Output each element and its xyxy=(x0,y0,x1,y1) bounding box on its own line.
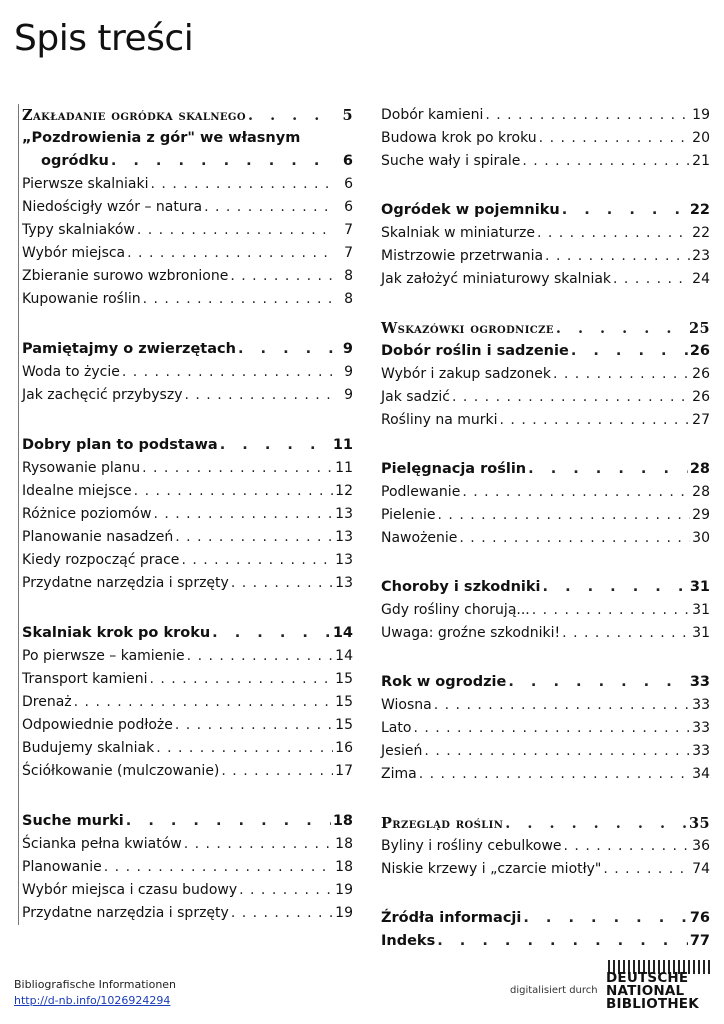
toc-leader-dots xyxy=(173,714,333,737)
toc-heading xyxy=(19,434,353,457)
toc-entry xyxy=(19,760,353,783)
toc-leader-dots xyxy=(537,127,690,150)
toc-entry-page: 33 xyxy=(692,697,710,713)
toc-entry-label: Byliny i rośliny cebulkowe xyxy=(381,838,562,854)
toc-entry xyxy=(378,363,710,386)
toc-entry-page: 36 xyxy=(692,838,710,854)
toc-entry-page: 17 xyxy=(335,763,353,779)
toc-entry xyxy=(378,527,710,550)
toc-leader-dots xyxy=(236,338,333,361)
toc-entry xyxy=(378,150,710,173)
toc-leader-dots xyxy=(411,717,690,740)
toc-entry-label: Transport kamieni xyxy=(22,671,148,687)
toc-entry-label: Wskazówki ogrodnicze xyxy=(381,320,554,337)
toc-leader-dots xyxy=(141,288,333,311)
toc-entry-page: 29 xyxy=(692,507,710,523)
toc-entry xyxy=(19,361,353,384)
toc-entry-label: Typy skalniaków xyxy=(22,222,135,238)
toc-entry xyxy=(378,622,710,645)
toc-entry xyxy=(378,222,710,245)
toc-section xyxy=(378,576,710,645)
toc-section xyxy=(19,810,353,925)
toc-entry-page: 13 xyxy=(335,529,353,545)
toc-entry xyxy=(19,856,353,879)
toc-leader-dots xyxy=(102,856,333,879)
toc-section xyxy=(19,104,353,311)
dnb-logo-line3: BIBLIOTHEK xyxy=(606,996,699,1012)
toc-leader-dots xyxy=(436,504,690,527)
toc-leader-dots xyxy=(182,833,333,856)
toc-entry xyxy=(19,173,353,196)
toc-section xyxy=(378,199,710,291)
toc-entry-label: Wybór miejsca xyxy=(22,245,126,261)
toc-section xyxy=(19,338,353,407)
toc-entry-label: Jak sadzić xyxy=(381,389,450,405)
toc-entry xyxy=(19,196,353,219)
toc-entry xyxy=(378,740,710,763)
toc-entry-label: Kupowanie roślin xyxy=(22,291,141,307)
toc-entry-page: 26 xyxy=(692,366,710,382)
toc-leader-dots xyxy=(148,668,334,691)
toc-entry-label: Zbieranie surowo wzbronione xyxy=(22,268,229,284)
toc-entry-label: Ściółkowanie (mulczowanie) xyxy=(22,763,220,779)
toc-leader-dots xyxy=(520,150,690,173)
toc-entry-label: Skalniak w miniaturze xyxy=(381,225,535,241)
toc-leader-dots xyxy=(202,196,333,219)
toc-leader-dots xyxy=(569,340,688,363)
toc-entry-page: 11 xyxy=(335,460,353,476)
toc-entry xyxy=(19,242,353,265)
toc-entry-label: Podlewanie xyxy=(381,484,461,500)
toc-leader-dots xyxy=(124,810,331,833)
toc-entry-label: Suche wały i spirale xyxy=(381,153,521,169)
toc-section xyxy=(19,622,353,783)
toc-entry-label: Dobry plan to podstawa xyxy=(22,437,218,453)
toc-entry-label: Rośliny na murki xyxy=(381,412,498,428)
toc-heading xyxy=(378,671,710,694)
toc-entry-page: 7 xyxy=(344,222,353,238)
toc-entry xyxy=(19,219,353,242)
toc-leader-dots xyxy=(432,694,690,717)
toc-entry-page: 12 xyxy=(335,483,353,499)
toc-entry-label: Niskie krzewy i „czarcie miotły" xyxy=(381,861,602,877)
toc-entry-page: 14 xyxy=(332,625,353,641)
toc-heading xyxy=(19,338,353,361)
toc-entry-page: 18 xyxy=(332,813,353,829)
page-title: Spis treści xyxy=(14,18,194,59)
toc-entry xyxy=(19,288,353,311)
toc-entry-page: 25 xyxy=(689,320,710,337)
toc-heading xyxy=(378,930,710,953)
toc-section xyxy=(378,907,710,953)
dnb-logo-block xyxy=(510,960,714,1010)
toc-entry-label: Budujemy skalniak xyxy=(22,740,155,756)
toc-entry-page: 26 xyxy=(689,343,710,359)
toc-entry-label: Zakładanie ogródka skalnego xyxy=(22,107,246,124)
toc-entry-label: Nawożenie xyxy=(381,530,458,546)
toc-heading xyxy=(378,317,710,340)
toc-entry-label: Zima xyxy=(381,766,417,782)
toc-entry-page: 26 xyxy=(692,389,710,405)
toc-entry-label: Budowa krok po kroku xyxy=(381,130,537,146)
toc-leader-dots xyxy=(218,434,331,457)
toc-entry-page: 27 xyxy=(692,412,710,428)
toc-leader-dots xyxy=(435,930,688,953)
toc-entry-label: Idealne miejsce xyxy=(22,483,132,499)
toc-entry-label: Rok w ogrodzie xyxy=(381,674,507,690)
toc-entry-label: Rysowanie planu xyxy=(22,460,141,476)
toc-entry xyxy=(19,645,353,668)
toc-entry xyxy=(19,902,353,925)
toc-leader-dots xyxy=(120,361,333,384)
toc-entry xyxy=(19,691,353,714)
toc-leader-dots xyxy=(541,576,688,599)
toc-entry-page: 18 xyxy=(335,859,353,875)
toc-entry-label: Źródła informacji xyxy=(381,910,522,926)
toc-entry xyxy=(19,526,353,549)
toc-leader-dots xyxy=(183,384,334,407)
toc-entry-page: 6 xyxy=(344,199,353,215)
toc-section xyxy=(378,317,710,432)
toc-leader-dots xyxy=(185,645,333,668)
toc-leader-dots xyxy=(72,691,333,714)
toc-leader-dots xyxy=(173,526,333,549)
toc-heading xyxy=(378,340,710,363)
toc-leader-dots xyxy=(422,740,690,763)
toc-entry xyxy=(378,763,710,786)
toc-entry-label: Wybór miejsca i czasu budowy xyxy=(22,882,238,898)
digitized-by-label: digitalisiert durch xyxy=(510,985,598,996)
toc-entry-page: 22 xyxy=(689,202,710,218)
toc-leader-dots xyxy=(450,386,690,409)
toc-entry-page: 11 xyxy=(332,437,353,453)
toc-entry-page: 9 xyxy=(344,387,353,403)
toc-entry-page: 14 xyxy=(335,648,353,664)
toc-heading xyxy=(378,812,710,835)
toc-entry-label: Pamiętajmy o zwierzętach xyxy=(22,341,236,357)
toc-heading xyxy=(19,104,353,127)
toc-leader-dots xyxy=(551,363,690,386)
toc-leader-dots xyxy=(506,671,687,694)
toc-entry xyxy=(378,694,710,717)
toc-entry xyxy=(378,599,710,622)
dnb-logo-line2: NATIONAL xyxy=(606,983,685,999)
toc-entry-page: 35 xyxy=(689,815,710,832)
toc-entry-page: 8 xyxy=(344,268,353,284)
toc-leader-dots xyxy=(109,150,333,173)
toc-entry-label: Planowanie xyxy=(22,859,102,875)
toc-section xyxy=(378,458,710,550)
toc-entry-page: 23 xyxy=(692,248,710,264)
toc-entry xyxy=(378,127,710,150)
toc-entry-page: 28 xyxy=(689,461,710,477)
toc-entry xyxy=(19,879,353,902)
toc-leader-dots xyxy=(246,104,333,127)
toc-entry-label: Dobór roślin i sadzenie xyxy=(381,343,569,359)
toc-entry-label: „Pozdrowienia z gór" we własnym xyxy=(22,130,301,146)
toc-leader-dots xyxy=(498,409,690,432)
toc-entry-label: Kiedy rozpocząć prace xyxy=(22,552,180,568)
toc-entry-label: Woda to życie xyxy=(22,364,120,380)
toc-entry-page: 8 xyxy=(344,291,353,307)
toc-entry-label: Lato xyxy=(381,720,412,736)
toc-entry xyxy=(378,835,710,858)
toc-entry-label: Wybór i zakup sadzonek xyxy=(381,366,551,382)
toc-leader-dots xyxy=(460,481,690,504)
toc-leader-dots xyxy=(140,457,333,480)
toc-entry-label: Suche murki xyxy=(22,813,124,829)
toc-entry-page: 30 xyxy=(692,530,710,546)
toc-leader-dots xyxy=(601,858,690,881)
toc-entry-page: 15 xyxy=(335,694,353,710)
toc-leader-dots xyxy=(237,879,333,902)
toc-entry-page: 19 xyxy=(335,882,353,898)
toc-leader-dots xyxy=(229,572,333,595)
toc-leader-dots xyxy=(535,222,690,245)
toc-entry-page: 31 xyxy=(692,602,710,618)
toc-entry xyxy=(19,572,353,595)
toc-heading xyxy=(19,622,353,645)
toc-entry-page: 20 xyxy=(692,130,710,146)
toc-leader-dots xyxy=(132,480,333,503)
toc-entry-label: Niedościgły wzór – natura xyxy=(22,199,203,215)
toc-leader-dots xyxy=(483,104,690,127)
toc-entry-label: Jak założyć miniaturowy skalniak xyxy=(381,271,612,287)
toc-heading xyxy=(378,458,710,481)
toc-entry xyxy=(19,503,353,526)
toc-entry-page: 9 xyxy=(344,364,353,380)
toc-entry-label: Skalniak krok po kroku xyxy=(22,625,211,641)
toc-entry xyxy=(19,668,353,691)
toc-entry xyxy=(378,504,710,527)
toc-entry-label: Różnice poziomów xyxy=(22,506,152,522)
toc-entry-page: 77 xyxy=(689,933,710,949)
toc-entry xyxy=(19,265,353,288)
toc-entry-label: Choroby i szkodniki xyxy=(381,579,541,595)
toc-entry-page: 16 xyxy=(335,740,353,756)
toc-entry-page: 19 xyxy=(692,107,710,123)
toc-leader-dots xyxy=(457,527,690,550)
toc-leader-dots xyxy=(125,242,333,265)
toc-entry xyxy=(378,409,710,432)
toc-leader-dots xyxy=(562,835,690,858)
toc-entry-label: Pielenie xyxy=(381,507,436,523)
toc-entry-label: Po pierwsze – kamienie xyxy=(22,648,185,664)
bibliographic-info xyxy=(14,977,176,1009)
toc-entry-label: Indeks xyxy=(381,933,436,949)
toc-entry-label: Pierwsze skalniaki xyxy=(22,176,149,192)
toc-leader-dots xyxy=(526,458,688,481)
toc-entry xyxy=(378,858,710,881)
toc-entry-label: Ogródek w pojemniku xyxy=(381,202,560,218)
toc-entry-label: Planowanie nasadzeń xyxy=(22,529,174,545)
toc-entry-label: Wiosna xyxy=(381,697,432,713)
toc-entry-page: 31 xyxy=(692,625,710,641)
toc-entry-page: 13 xyxy=(335,575,353,591)
toc-entry-page: 6 xyxy=(342,153,353,169)
toc-leader-dots xyxy=(560,622,690,645)
toc-entry xyxy=(19,714,353,737)
toc-entry xyxy=(19,457,353,480)
toc-entry xyxy=(378,481,710,504)
toc-entry-label: Odpowiednie podłoże xyxy=(22,717,173,733)
toc-entry-page: 33 xyxy=(692,720,710,736)
toc-heading xyxy=(19,150,353,173)
toc-entry xyxy=(378,717,710,740)
toc-entry-label: Mistrzowie przetrwania xyxy=(381,248,544,264)
toc-entry-page: 9 xyxy=(342,341,353,357)
toc-leader-dots xyxy=(560,199,688,222)
toc-entry-page: 28 xyxy=(692,484,710,500)
toc-leader-dots xyxy=(503,812,687,835)
toc-entry-page: 13 xyxy=(335,506,353,522)
toc-entry-page: 24 xyxy=(692,271,710,287)
toc-entry-label: Jesień xyxy=(381,743,423,759)
toc-heading xyxy=(19,127,353,150)
toc-entry xyxy=(378,104,710,127)
toc-entry-label: Przydatne narzędzia i sprzęty xyxy=(22,575,229,591)
toc-entry-page: 15 xyxy=(335,671,353,687)
toc-entry-label: Pielęgnacja roślin xyxy=(381,461,527,477)
toc-leader-dots xyxy=(219,760,333,783)
toc-entry xyxy=(378,245,710,268)
toc-entry xyxy=(19,737,353,760)
toc-entry-label: Drenaż xyxy=(22,694,72,710)
toc-entry-label: Dobór kamieni xyxy=(381,107,484,123)
toc-leader-dots xyxy=(154,737,333,760)
toc-entry-page: 33 xyxy=(692,743,710,759)
toc-section xyxy=(378,671,710,786)
toc-heading xyxy=(19,810,353,833)
toc-left-column xyxy=(18,104,353,925)
toc-leader-dots xyxy=(543,245,690,268)
toc-entry-label: Przydatne narzędzia i sprzęty xyxy=(22,905,229,921)
toc-leader-dots xyxy=(149,173,333,196)
toc-leader-dots xyxy=(151,503,333,526)
toc-leader-dots xyxy=(179,549,333,572)
dnb-logo xyxy=(606,972,699,1011)
toc-leader-dots xyxy=(611,268,690,291)
toc-leader-dots xyxy=(530,599,690,622)
toc-entry-label: Uwaga: groźne szkodniki! xyxy=(381,625,561,641)
toc-entry-page: 74 xyxy=(692,861,710,877)
toc-entry xyxy=(19,833,353,856)
toc-right-column xyxy=(378,104,710,953)
bib-label: Bibliografische Informationen xyxy=(14,978,177,991)
toc-entry xyxy=(19,549,353,572)
toc-leader-dots xyxy=(229,902,333,925)
toc-entry-label: Przegląd roślin xyxy=(381,815,504,832)
toc-entry xyxy=(19,480,353,503)
toc-entry-page: 21 xyxy=(692,153,710,169)
toc-entry-page: 7 xyxy=(344,245,353,261)
toc-entry-page: 31 xyxy=(689,579,710,595)
toc-leader-dots xyxy=(417,763,690,786)
toc-entry-page: 15 xyxy=(335,717,353,733)
toc-heading xyxy=(378,199,710,222)
toc-entry-page: 76 xyxy=(689,910,710,926)
toc-entry xyxy=(19,384,353,407)
toc-leader-dots xyxy=(521,907,687,930)
toc-leader-dots xyxy=(210,622,331,645)
toc-entry-page: 34 xyxy=(692,766,710,782)
toc-entry-page: 22 xyxy=(692,225,710,241)
toc-entry-page: 5 xyxy=(342,107,353,124)
toc-leader-dots xyxy=(554,317,687,340)
toc-entry-page: 6 xyxy=(344,176,353,192)
toc-entry xyxy=(378,386,710,409)
toc-entry-page: 18 xyxy=(335,836,353,852)
toc-entry-label: ogródku xyxy=(41,153,109,169)
toc-entry-label: Ścianka pełna kwiatów xyxy=(22,836,182,852)
toc-section xyxy=(378,812,710,881)
toc-entry-label: Gdy rośliny chorują... xyxy=(381,602,530,618)
toc-heading xyxy=(378,576,710,599)
dnb-logo-line1: DEUTSCHE xyxy=(606,970,689,986)
bib-link[interactable]: http://d-nb.info/1026924294 xyxy=(14,994,171,1007)
toc-entry-page: 33 xyxy=(689,674,710,690)
toc-section xyxy=(19,434,353,595)
toc-section xyxy=(378,104,710,173)
toc-leader-dots xyxy=(228,265,333,288)
toc-entry xyxy=(378,268,710,291)
toc-heading xyxy=(378,907,710,930)
toc-leader-dots xyxy=(135,219,333,242)
toc-entry-label: Jak zachęcić przybyszy xyxy=(22,387,183,403)
toc-entry-page: 13 xyxy=(335,552,353,568)
toc-entry-page: 19 xyxy=(335,905,353,921)
